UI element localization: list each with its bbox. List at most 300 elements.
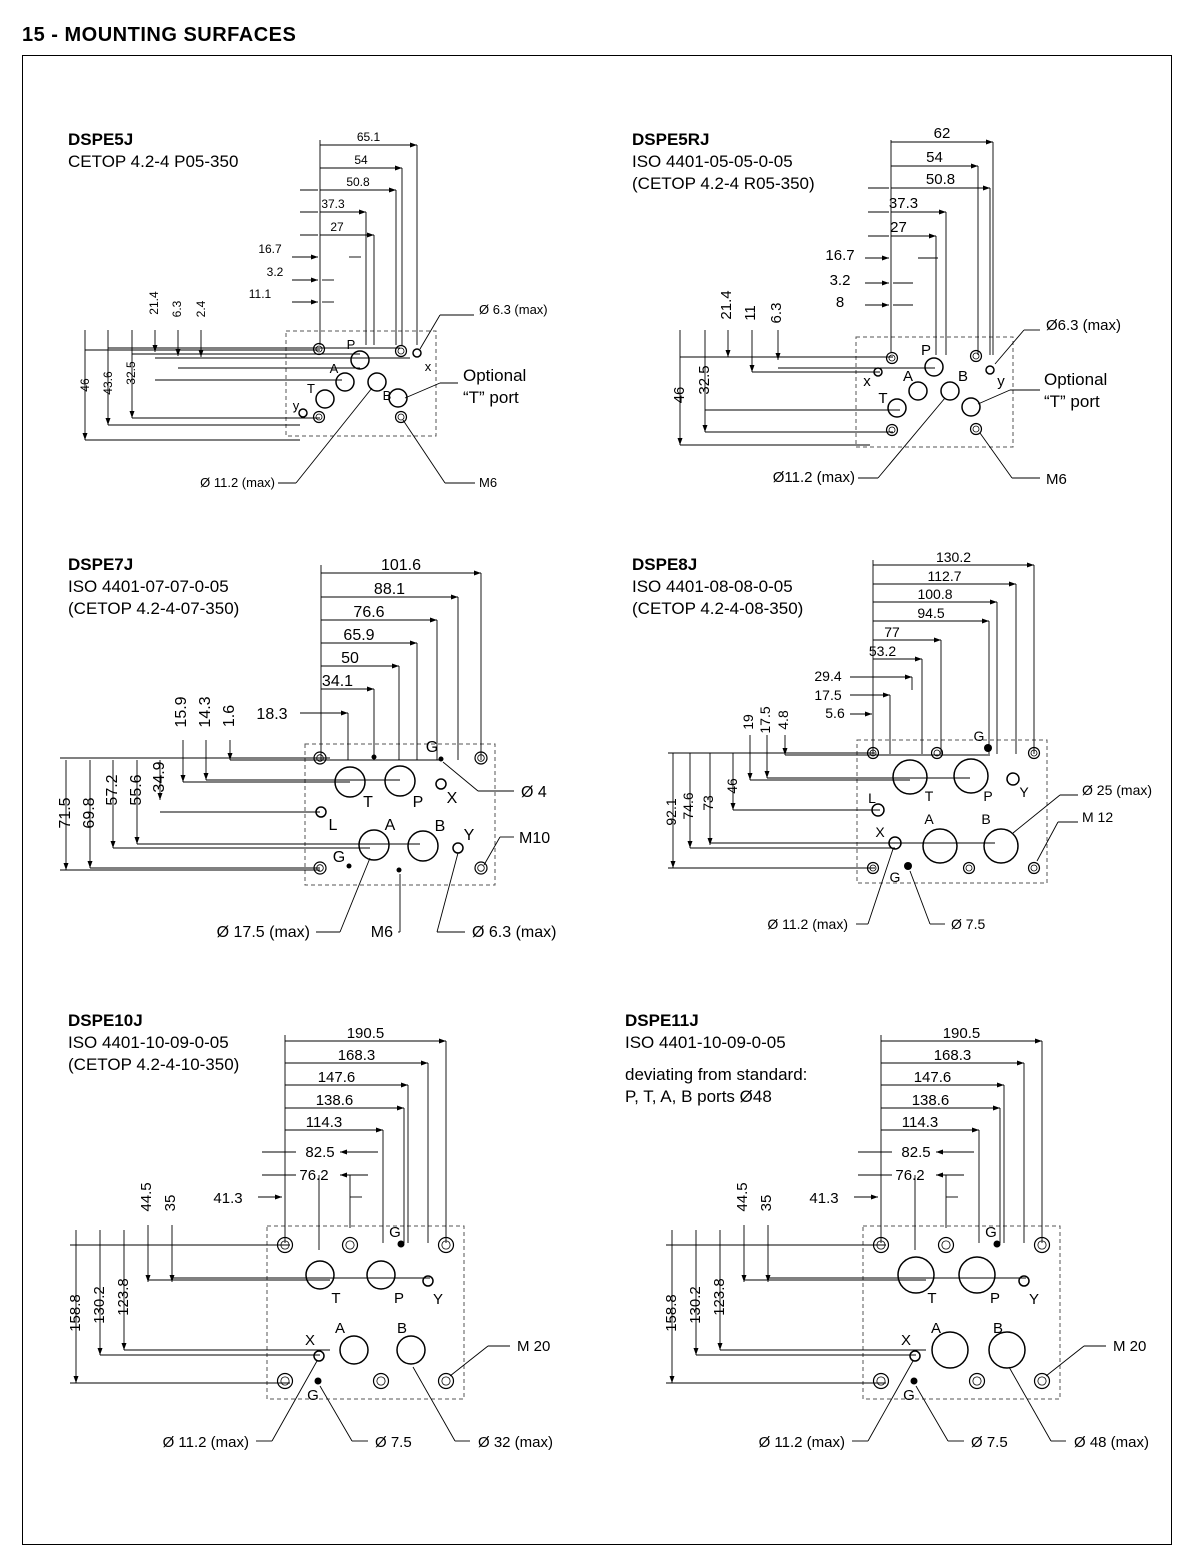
arrowhead: [228, 753, 233, 760]
locating-pin: [372, 755, 377, 760]
arrowhead: [367, 687, 374, 692]
leader-line: [995, 330, 1024, 364]
port-label: G: [903, 1387, 915, 1404]
callout-label: M6: [370, 924, 393, 941]
port-label: A: [902, 368, 914, 385]
bolt-hole: [278, 1374, 293, 1389]
arrowhead: [776, 353, 781, 360]
port-t: [316, 390, 334, 408]
dimension-label: 4.8: [775, 710, 791, 730]
port-y: [299, 409, 307, 417]
dimension-label: 53.2: [868, 643, 897, 659]
port-label: B: [981, 811, 991, 827]
bolt-hole: [1029, 863, 1040, 874]
bolt-hole: [964, 863, 975, 874]
dimension-label: 114.3: [305, 1114, 343, 1131]
port-optional-t: [389, 389, 407, 407]
panel-standard: ISO 4401-08-08-0-05: [632, 577, 793, 596]
arrowhead: [111, 841, 116, 848]
arrowhead: [146, 1275, 151, 1282]
dimension-label: 44.5: [138, 1182, 155, 1212]
arrowhead: [1035, 1039, 1042, 1044]
arrowhead: [397, 1106, 404, 1111]
panel-standard: (CETOP 4.2-4-08-350): [632, 599, 804, 618]
port-label: B: [434, 818, 446, 835]
panel-name: DSPE11J: [625, 1011, 699, 1030]
dimension-label: 50.8: [925, 171, 956, 188]
arrowhead: [340, 1173, 347, 1178]
locating-pin: [398, 1241, 405, 1248]
bolt-thread: [973, 353, 979, 359]
port-t: [893, 760, 927, 794]
port-p: [959, 1257, 995, 1293]
callout-label: Ø 6.3 (max): [472, 924, 557, 941]
dimension-label: 55.6: [128, 774, 145, 806]
arrowhead: [122, 1343, 127, 1350]
dimension-label: 130.2: [935, 549, 972, 565]
arrowhead: [181, 775, 186, 782]
dimension-label: 112.7: [927, 568, 962, 584]
bolt-hole: [887, 425, 898, 436]
dimension-label: 76.6: [353, 604, 385, 621]
port-b: [984, 829, 1018, 863]
bolt-hole: [396, 346, 407, 357]
callout-label: “T” port: [463, 388, 519, 407]
callout-label: M6: [479, 475, 498, 490]
port-label: P: [412, 794, 424, 811]
port-label: X: [900, 1332, 912, 1349]
panel-name: DSPE5J: [68, 130, 134, 149]
arrowhead: [410, 143, 417, 148]
dimension-label: 5.6: [825, 705, 845, 721]
bolt-thread: [942, 1241, 950, 1249]
dimension-label: 11.1: [248, 287, 272, 301]
dimension-label: 57.2: [104, 774, 121, 806]
port-t: [888, 399, 906, 417]
bolt-thread: [281, 1377, 289, 1385]
bolt-thread: [442, 1377, 450, 1385]
port-x: [436, 779, 446, 789]
arrowhead: [395, 166, 402, 171]
dimension-label: 69.8: [81, 797, 98, 829]
dimension-label: 6.3: [768, 302, 785, 324]
dimension-label: 130.2: [91, 1286, 108, 1324]
dimension-label: 3.2: [829, 272, 851, 289]
dimension-label: 43.6: [101, 371, 115, 395]
panel-standard: (CETOP 4.2-4-10-350): [68, 1055, 240, 1074]
leader-line: [1046, 1346, 1084, 1376]
arrowhead: [703, 425, 708, 432]
dimension-label: 35: [758, 1194, 775, 1212]
port-t: [898, 1257, 934, 1293]
arrowhead: [765, 771, 770, 778]
port-b: [989, 1332, 1025, 1368]
callout-label: M 20: [517, 1338, 551, 1355]
dimension-label: 190.5: [942, 1025, 981, 1042]
port-x: [910, 1351, 920, 1361]
arrowhead: [731, 803, 736, 810]
dimension-label: 32.5: [696, 365, 713, 395]
bolt-hole: [939, 1238, 954, 1253]
arrowhead: [199, 350, 204, 357]
port-label: A: [384, 817, 396, 834]
dimension-label: 158.8: [663, 1294, 680, 1332]
callout-label: M10: [519, 830, 551, 847]
dimension-label: 76.2: [299, 1167, 329, 1184]
callout-label: “T” port: [1044, 392, 1100, 411]
arrowhead: [670, 1376, 675, 1383]
port-label: A: [930, 1320, 942, 1337]
bolt-thread: [377, 1377, 385, 1385]
arrowhead: [990, 600, 997, 605]
arrowhead: [882, 256, 889, 261]
dimension-label: 17.5: [814, 687, 842, 703]
arrowhead: [1017, 1061, 1024, 1066]
arrowhead: [474, 571, 481, 576]
arrowhead: [176, 349, 181, 356]
port-label: G: [389, 1224, 401, 1241]
mounting-surface-outline: [863, 1226, 1060, 1399]
locating-pin: [994, 1241, 1001, 1248]
leader-line: [450, 1346, 488, 1376]
port-label: T: [924, 788, 934, 804]
bolt-hole: [1035, 1374, 1050, 1389]
port-x: [413, 349, 421, 357]
dimension-label: 29.4: [814, 668, 842, 684]
port-y: [986, 366, 994, 374]
leader-line: [403, 420, 445, 483]
arrowhead: [882, 303, 889, 308]
dimension-label: 54: [926, 149, 943, 166]
callout-label: M6: [1046, 471, 1067, 488]
arrowhead: [359, 210, 366, 215]
dimension-label: 88.1: [373, 581, 406, 598]
bolt-thread: [966, 865, 972, 871]
arrowhead: [64, 863, 69, 870]
arrowhead: [750, 365, 755, 372]
dimension-label: 77: [884, 624, 900, 640]
arrowhead: [865, 712, 872, 717]
callout-label: Ø 6.3 (max): [479, 302, 548, 317]
dimension-label: 46: [724, 778, 740, 794]
leader-line: [437, 853, 458, 932]
dimension-label: 101.6: [380, 557, 422, 574]
callout-label: Optional: [463, 366, 527, 385]
panel-name: DSPE5RJ: [632, 130, 710, 149]
callout-label: Ø 7.5: [951, 916, 986, 932]
leader-line: [340, 858, 370, 932]
dimension-label: 37.3: [321, 197, 345, 211]
panel-standard: ISO 4401-07-07-0-05: [68, 577, 229, 596]
port-p: [367, 1261, 395, 1289]
bolt-thread: [1031, 865, 1037, 871]
bolt-thread: [877, 1377, 885, 1385]
port-a: [923, 829, 957, 863]
locating-pin: [904, 862, 912, 870]
port-label: T: [331, 1290, 341, 1307]
callout-label: M 12: [1082, 809, 1114, 825]
locating-pin: [439, 757, 444, 762]
dimension-label: 123.8: [711, 1278, 728, 1316]
arrowhead: [972, 1128, 979, 1133]
arrowhead: [694, 1348, 699, 1355]
port-optional-t: [962, 398, 980, 416]
port-label: G: [307, 1387, 319, 1404]
panel-standard: CETOP 4.2-4 P05-350: [68, 152, 239, 171]
port-b: [941, 382, 959, 400]
dimension-label: 3.2: [266, 265, 284, 279]
panel-note: deviating from standard:: [625, 1065, 808, 1084]
bolt-hole: [971, 351, 982, 362]
arrowhead: [421, 1061, 428, 1066]
locating-pin: [397, 868, 402, 873]
port-a: [932, 1332, 968, 1368]
arrowhead: [748, 773, 753, 780]
port-a: [336, 373, 354, 391]
arrowhead: [389, 188, 396, 193]
panel-standard: ISO 4401-10-09-0-05: [68, 1033, 229, 1052]
locating-pin: [984, 744, 992, 752]
port-label: x: [424, 359, 432, 374]
arrowhead: [392, 664, 399, 669]
port-label: Y: [1028, 1291, 1040, 1308]
port-label: P: [983, 788, 993, 804]
page-title: 15 - MOUNTING SURFACES: [22, 24, 297, 46]
port-label: G: [889, 869, 901, 885]
leader-line: [980, 433, 1012, 478]
panel-name: DSPE10J: [68, 1011, 143, 1030]
port-label: P: [346, 337, 356, 352]
dimension-label: 62: [933, 125, 951, 142]
port-label: A: [924, 811, 934, 827]
dimension-label: 37.3: [888, 195, 919, 212]
dimension-label: 27: [890, 219, 907, 236]
arrowhead: [401, 1083, 408, 1088]
panel-standard: (CETOP 4.2-4-07-350): [68, 599, 240, 618]
dimension-label: 27: [330, 220, 344, 234]
port-a: [359, 830, 389, 860]
arrowhead: [88, 861, 93, 868]
port-label: x: [863, 373, 871, 390]
callout-label: Ø6.3 (max): [1046, 317, 1122, 334]
arrowhead: [341, 711, 348, 716]
dimension-label: 168.3: [337, 1047, 376, 1064]
arrowhead: [871, 1195, 878, 1200]
arrowhead: [708, 838, 713, 845]
dimension-label: 21.4: [718, 290, 735, 320]
callout-label: Optional: [1044, 370, 1108, 389]
dimension-label: 21.4: [147, 291, 161, 315]
leader-line: [910, 871, 930, 924]
arrowhead: [98, 1348, 103, 1355]
dimension-label: 138.6: [911, 1092, 950, 1109]
bolt-thread: [973, 426, 979, 432]
arrowhead: [678, 438, 683, 445]
arrowhead: [311, 300, 318, 305]
arrowhead: [170, 1275, 175, 1282]
dimension-label: 100.8: [917, 586, 953, 602]
arrowhead: [929, 234, 936, 239]
bolt-hole: [396, 412, 407, 423]
dimension-label: 71.5: [57, 797, 74, 829]
dimension-label: 8: [835, 294, 845, 311]
dimension-label: 50: [341, 650, 359, 667]
leader-line: [484, 837, 500, 865]
arrowhead: [993, 1106, 1000, 1111]
arrowhead: [204, 773, 209, 780]
dimension-label: 32.5: [124, 361, 138, 385]
dimension-label: 41.3: [213, 1190, 243, 1207]
port-label: T: [878, 390, 888, 407]
callout-label: Ø 4: [521, 784, 547, 801]
bolt-thread: [973, 1377, 981, 1385]
dimension-label: 114.3: [901, 1114, 939, 1131]
dimension-label: 2.4: [194, 300, 208, 318]
panel-standard: (CETOP 4.2-4 R05-350): [632, 174, 815, 193]
arrowhead: [983, 186, 990, 191]
port-label: X: [446, 790, 458, 807]
arrowhead: [726, 350, 731, 357]
callout-label: Ø 32 (max): [478, 1434, 554, 1451]
bolt-thread: [889, 355, 895, 361]
dimension-label: 74.6: [680, 792, 696, 820]
dimension-label: 147.6: [913, 1069, 952, 1086]
arrowhead: [340, 1150, 347, 1155]
bolt-thread: [316, 414, 322, 420]
port-label: Y: [463, 827, 475, 844]
callout-label: Ø 48 (max): [1074, 1434, 1150, 1451]
arrowhead: [311, 255, 318, 260]
port-label: B: [382, 388, 392, 403]
bolt-thread: [1038, 1377, 1046, 1385]
port-label: B: [992, 1320, 1004, 1337]
port-label: B: [396, 1320, 408, 1337]
arrowhead: [742, 1275, 747, 1282]
dimension-label: 6.3: [170, 300, 184, 318]
dimension-label: 147.6: [317, 1069, 356, 1086]
arrowhead: [718, 1343, 723, 1350]
callout-label: Ø 25 (max): [1082, 782, 1153, 798]
dimension-label: 73: [700, 795, 716, 811]
port-y: [423, 1276, 433, 1286]
arrowhead: [982, 619, 989, 624]
mounting-surface-outline: [857, 740, 1047, 883]
dimension-label: 35: [162, 1194, 179, 1212]
port-label: P: [989, 1290, 1001, 1307]
port-y: [1007, 773, 1019, 785]
locating-pin: [911, 1378, 918, 1385]
port-p: [925, 358, 943, 376]
port-label: Y: [432, 1291, 444, 1308]
bolt-hole: [970, 1374, 985, 1389]
dimension-label: 16.7: [825, 247, 855, 264]
bolt-hole: [374, 1374, 389, 1389]
dimension-label: 16.7: [258, 242, 282, 256]
arrowhead: [766, 1275, 771, 1282]
arrowhead: [106, 418, 111, 425]
bolt-thread: [478, 865, 485, 872]
callout-label: Ø 7.5: [375, 1434, 412, 1451]
arrowhead: [986, 140, 993, 145]
dimension-label: 18.3: [256, 706, 288, 723]
locating-pin: [315, 1378, 322, 1385]
callout-label: Ø 11.2 (max): [758, 1434, 845, 1451]
panel-standard: ISO 4401-05-05-0-05: [632, 152, 793, 171]
port-label: G: [973, 728, 985, 744]
arrowhead: [376, 1128, 383, 1133]
arrowhead: [971, 164, 978, 169]
port-y: [453, 843, 463, 853]
arrowhead: [783, 748, 788, 755]
arrowhead: [410, 641, 417, 646]
port-label: G: [985, 1224, 997, 1241]
arrowhead: [1009, 582, 1016, 587]
bolt-hole: [971, 424, 982, 435]
port-label: L: [868, 790, 876, 806]
port-label: X: [875, 824, 885, 840]
port-b: [397, 1336, 425, 1364]
callout-label: Ø11.2 (max): [772, 469, 855, 486]
arrowhead: [671, 861, 676, 868]
port-label: L: [328, 817, 338, 834]
leader-line: [868, 849, 893, 924]
bolt-hole: [343, 1238, 358, 1253]
leader-line: [443, 762, 478, 791]
port-b: [408, 831, 438, 861]
port-label: B: [957, 368, 969, 385]
dimension-label: 11: [742, 305, 759, 321]
callout-label: M 20: [1113, 1338, 1147, 1355]
dimension-label: 158.8: [67, 1294, 84, 1332]
arrowhead: [905, 675, 912, 680]
arrowhead: [158, 793, 163, 800]
arrowhead: [153, 345, 158, 352]
arrowhead: [936, 1150, 943, 1155]
dimension-label: 123.8: [115, 1278, 132, 1316]
arrowhead: [936, 1173, 943, 1178]
port-label: A: [329, 361, 339, 376]
dimension-label: 41.3: [809, 1190, 839, 1207]
bolt-thread: [398, 348, 404, 354]
port-label: P: [393, 1290, 405, 1307]
arrowhead: [882, 281, 889, 286]
leader-line: [420, 315, 440, 349]
leader-line: [916, 1386, 948, 1441]
dimension-label: 82.5: [305, 1144, 335, 1161]
dimension-label: 50.8: [346, 175, 370, 189]
dimension-label: 19: [740, 714, 756, 730]
dimension-label: 1.6: [221, 704, 238, 728]
dimension-label: 92.1: [663, 798, 679, 826]
arrowhead: [83, 433, 88, 440]
dimension-label: 15.9: [173, 696, 190, 728]
arrowhead: [275, 1195, 282, 1200]
dimension-label: 94.5: [917, 605, 945, 621]
dimension-label: 14.3: [197, 696, 214, 728]
callout-label: Ø 11.2 (max): [767, 916, 848, 932]
arrowhead: [430, 618, 437, 623]
bolt-thread: [316, 346, 322, 352]
dimension-label: 17.5: [757, 706, 773, 734]
callout-label: Ø 11.2 (max): [162, 1434, 249, 1451]
port-label: T: [363, 794, 373, 811]
callout-label: Ø 7.5: [971, 1434, 1008, 1451]
dimension-label: 34.1: [321, 673, 354, 690]
arrowhead: [367, 233, 374, 238]
callout-label: Ø 11.2 (max): [200, 475, 275, 490]
port-label: T: [927, 1290, 937, 1307]
port-label: y: [292, 398, 300, 413]
